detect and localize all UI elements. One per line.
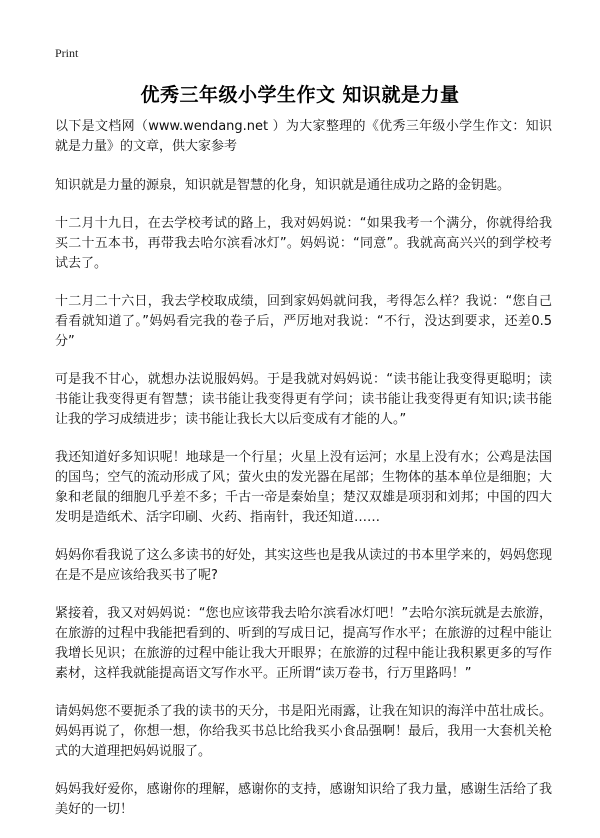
paragraph: 可是我不甘心，就想办法说服妈妈。于是我就对妈妈说：“读书能让我变得更聪明；读书能让我变得更有智慧；读书能让我变得更有学问；读书能让我变得更有知识;读书能让我的学习成绩进步；读书能让我长大以后变成有才能的人。” — [55, 372, 552, 427]
paragraph: 妈妈你看我说了这么多读书的好处，其实这些也是我从读过的书本里学来的，妈妈您现在是不是应该给我买书了呢? — [55, 548, 552, 583]
paragraph: 妈妈我好爱你，感谢你的理解，感谢你的支持，感谢知识给了我力量，感谢生活给了我美好的一切！ — [55, 782, 552, 817]
paragraph: 紧接着，我又对妈妈说：“您也应该带我去哈尔滨看冰灯吧！”去哈尔滨玩就是去旅游，在旅游的过程中我能把看到的、听到的写成日记，提高写作水平；在旅游的过程中能让我增长见识；在旅游的过程中能让我大开眼界；在旅游的过程中能让我积累更多的写作素材，这样我就能提高语文写作水平。正所谓“读万卷书，行万里路吗！” — [55, 606, 552, 681]
page-title: 优秀三年级小学生作文 知识就是力量 — [140, 84, 460, 106]
article-body — [55, 117, 552, 838]
paragraph: 十二月十九日，在去学校考试的路上，我对妈妈说：“如果我考一个满分，你就得给我买二十五本书，再带我去哈尔滨看冰灯”。妈妈说：“同意”。我就高高兴兴的到学校考试去了。 — [55, 216, 552, 271]
intro-paragraph: 以下是文档网（www.wendang.net ）为大家整理的《优秀三年级小学生作文：知识就是力量》的文章，供大家参考 — [55, 119, 552, 154]
paragraph: 十二月二十六日，我去学校取成绩，回到家妈妈就问我，考得怎么样？我说：“您自己看看就知道了。”妈妈看完我的卷子后，严厉地对我说：“不行，没达到要求，还差0.5分” — [55, 294, 552, 349]
paragraph: 请妈妈您不要扼杀了我的读书的天分，书是阳光雨露，让我在知识的海洋中茁壮成长。妈妈再说了，你想一想，你给我买书总比给我买小食品强啊！最后，我用一大套机关枪式的大道理把妈妈说服了。 — [55, 704, 552, 759]
paragraph: 知识就是力量的源泉，知识就是智慧的化身，知识就是通往成功之路的金钥匙。 — [55, 178, 511, 193]
paragraph: 我还知道好多知识呢！地球是一个行星；火星上没有运河；水星上没有水；公鸡是法国的国鸟；空气的流动形成了风；萤火虫的发光器在尾部；生物体的基本单位是细胞；大象和老鼠的细胞几乎差不多；千古一帝是秦始皇；楚汉双雄是项羽和刘邦；中国的四大发明是造纸术、活字印刷、火药、指南针，我还知道…… — [55, 450, 552, 525]
print-link[interactable]: Print — [55, 46, 79, 60]
